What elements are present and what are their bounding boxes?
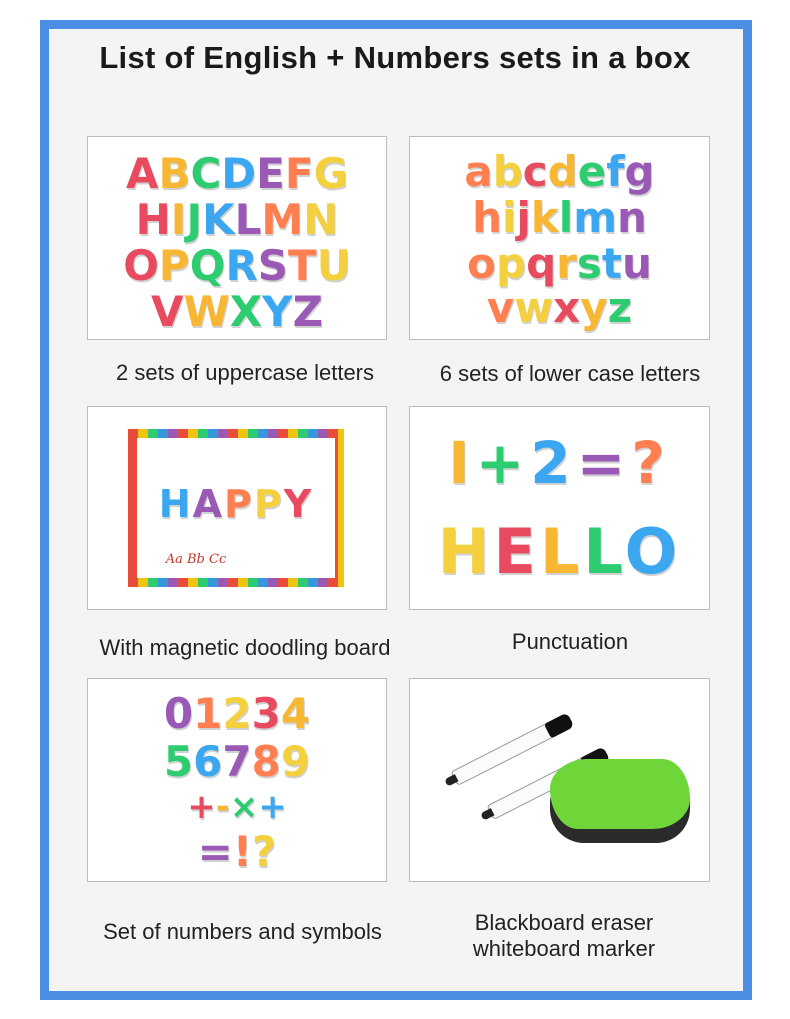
page-title: List of English + Numbers sets in a box [99,40,691,75]
magnetic-glyph: g [624,147,655,196]
magnetic-glyph: 3 [251,689,281,738]
magnetic-glyph: E [256,149,285,198]
magnetic-glyph: 2 [530,429,577,497]
blackboard-eraser-icon [550,765,690,843]
magnetic-glyph: U [316,241,351,290]
punctuation-caption: Punctuation [511,629,629,654]
letter-row [88,287,386,336]
magnetic-glyph: 0 [163,689,194,738]
magnetic-glyph: 2 [222,689,252,738]
magnetic-glyph: q [526,239,557,288]
numbers-symbols-image [87,678,387,882]
magnetic-glyph: 9 [280,737,311,786]
magnetic-glyph: N [303,195,339,244]
letter-row [410,193,709,242]
symbol-row [88,827,386,876]
magnetic-glyph: I [448,429,476,497]
magnetic-glyph: h [472,193,503,242]
magnetic-glyph: j [516,193,531,242]
letter-row [88,241,386,290]
magnetic-glyph: T [288,241,317,290]
magnetic-glyph: b [492,147,523,196]
magnetic-glyph: A [125,149,159,198]
magnetic-glyph: + [475,429,531,497]
board-word [137,482,335,526]
number-row [88,737,386,786]
magnetic-glyph: Y [262,287,293,336]
magnetic-glyph: S [257,241,289,290]
magnetic-glyph: p [496,239,527,288]
magnetic-glyph: k [530,193,559,242]
magnetic-glyph: B [158,149,191,198]
magnetic-glyph: i [502,193,517,242]
punctuation-image [409,406,710,610]
uppercase-caption: 2 sets of uppercase letters [115,360,375,385]
magnetic-glyph: M [261,195,304,244]
letter-row [410,283,709,332]
magnetic-glyph: ? [251,827,277,876]
magnetic-glyph: y [580,283,608,332]
magnetic-glyph: 6 [193,737,223,786]
magnetic-glyph: + [258,787,287,827]
magnetic-glyph: L [234,195,262,244]
number-row [88,689,386,738]
magnetic-glyph: L [539,515,584,588]
magnetic-board [128,429,344,587]
magnetic-glyph: w [514,283,554,332]
magnetic-glyph: L [583,515,625,588]
magnetic-glyph: W [183,287,230,336]
magnetic-glyph: 4 [280,689,311,738]
board-small-text: Aa Bb Cc [165,552,227,567]
magnetic-glyph: F [284,149,314,198]
uppercase-letters-image [87,136,387,340]
eraser-caption-line1: Blackboard eraser [474,910,654,935]
magnetic-glyph: P [158,241,190,290]
magnetic-glyph: t [601,239,622,288]
magnetic-glyph: d [547,147,578,196]
letter-row [410,239,709,288]
magnetic-glyph: A [192,482,224,526]
hello-row [410,515,709,588]
magnetic-glyph: I [170,195,187,244]
magnetic-glyph: 5 [163,737,194,786]
magnetic-glyph: P [253,482,284,526]
magnetic-glyph: 1 [193,689,223,738]
lowercase-caption: 6 sets of lower case letters [439,361,701,386]
magnetic-glyph: s [576,239,602,288]
magnetic-glyph: H [158,482,193,526]
eraser-marker-image [409,678,710,882]
magnetic-glyph: 7 [222,737,252,786]
numbers-caption: Set of numbers and symbols [103,919,382,944]
magnetic-glyph: D [221,149,257,198]
magnetic-glyph: H [437,515,494,588]
magnetic-glyph: Y [283,482,314,526]
magnetic-glyph: H [135,195,171,244]
lowercase-letters-image [409,136,710,340]
magnetic-glyph: o [467,239,496,288]
punctuation-row [410,429,709,497]
eraser-caption-line2: whiteboard marker [472,936,656,961]
magnetic-glyph: Q [189,241,226,290]
magnetic-glyph: e [577,147,607,196]
magnetic-glyph: c [522,147,548,196]
letter-row [410,147,709,196]
letter-row [88,149,386,198]
magnetic-glyph: P [223,482,254,526]
magnetic-glyph: f [606,147,625,196]
magnetic-glyph: a [464,147,493,196]
doodling-board-caption: With magnetic doodling board [99,635,391,660]
magnetic-glyph: z [607,283,633,332]
magnetic-glyph: x [553,283,581,332]
magnetic-glyph: = [576,429,632,497]
magnetic-glyph: O [123,241,159,290]
magnetic-glyph: ! [232,827,252,876]
magnetic-glyph: - [215,787,230,827]
magnetic-glyph: X [229,287,263,336]
symbol-row [88,787,386,827]
magnetic-glyph: C [190,149,222,198]
magnetic-glyph: V [150,287,184,336]
doodling-board-image [87,406,387,610]
magnetic-glyph: u [621,239,652,288]
magnetic-glyph: r [556,239,577,288]
magnetic-glyph: O [624,515,682,588]
magnetic-glyph: J [186,195,203,244]
magnetic-glyph: R [225,241,258,290]
magnetic-glyph: 8 [251,737,281,786]
magnetic-glyph: ? [631,429,671,497]
magnetic-glyph: G [313,149,349,198]
magnetic-glyph: E [493,515,540,588]
magnetic-glyph: l [558,193,574,242]
magnetic-glyph: = [197,827,233,876]
magnetic-glyph: m [573,193,617,242]
magnetic-glyph: Z [292,287,324,336]
letter-row [88,195,386,244]
magnetic-glyph: + [187,787,216,827]
magnetic-glyph: v [486,283,515,332]
magnetic-glyph: n [616,193,647,242]
magnetic-glyph: K [202,195,235,244]
magnetic-glyph: × [229,787,259,827]
